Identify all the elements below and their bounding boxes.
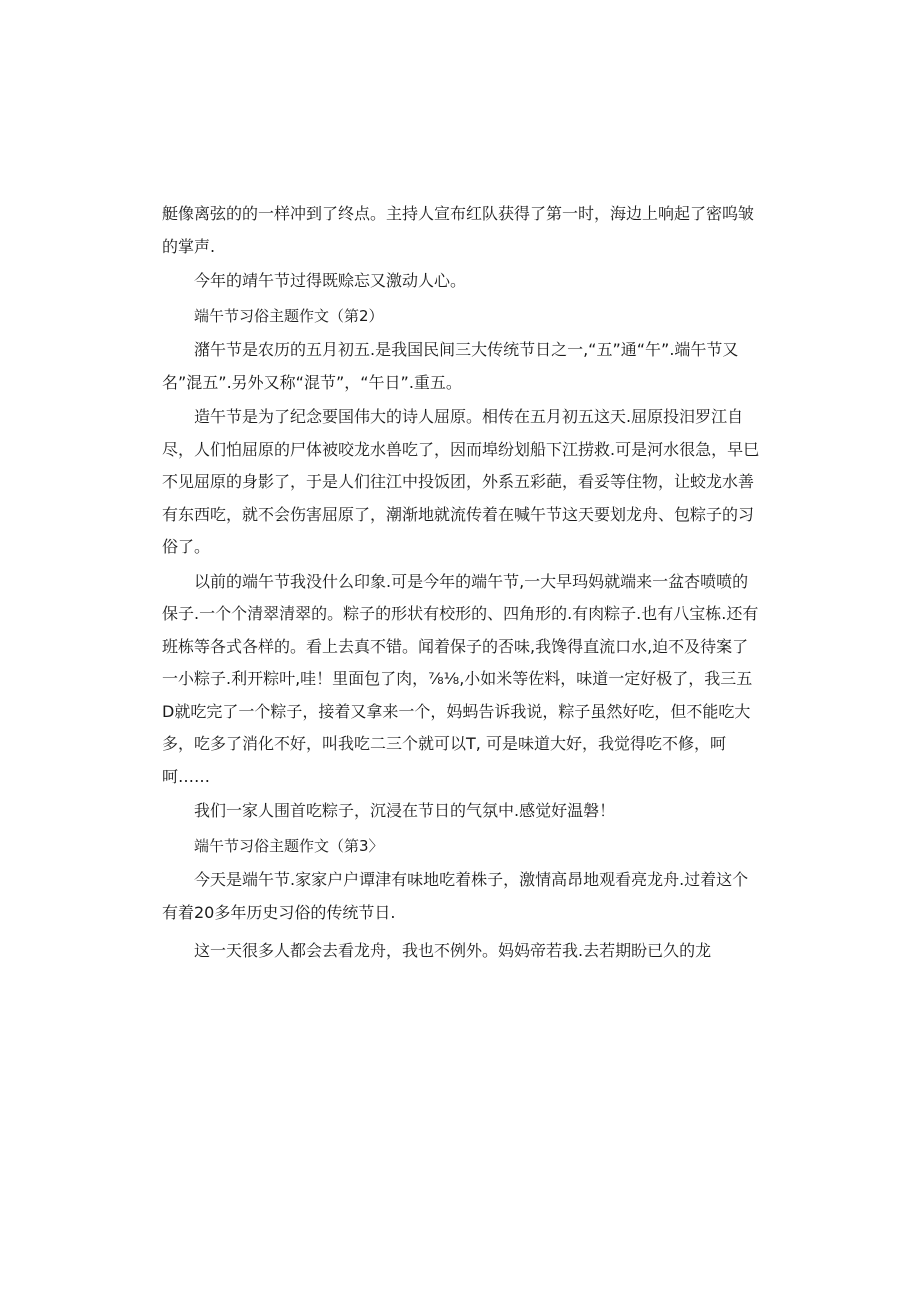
section-heading-2: 端午节习俗主题作文（第2） [194,306,384,325]
section-heading-3: 端午节习俗主题作文（第3〉 [194,836,384,855]
paragraph-conclusion: 今年的靖午节过得既赊忘又激动人心。 [194,271,467,290]
paragraph-intro: 潴午节是农历的五月初五.是我国民间三大传统节日之一,“五”通“午”.端午节又名”混五”.另外又称“混节”，“午日”.重五。 [162,340,739,392]
paragraph-family: 我们一家人围首吃粽子，沉浸在节日的气氛中.感觉好温磐！ [194,801,616,820]
paragraph-watching: 这一天很多人都会去看龙舟，我也不例外。妈妈帝若我.去若期盼已久的龙 [194,941,712,960]
document-body [162,198,762,968]
paragraph-zongzi: 以前的端午节我没什么印象.可是今年的端午节,一大早玛妈就端来一盆杏喷喷的保子.一个个清翠清翠的。粽子的形状有校形的、四角形的.有肉粽子.也有八宝栋.还有班栋等各式各样的。看上去真不错。闻着保子的否味,我馋得直流口水,迫不及待案了一小粽子.利开粽叶,哇！里面包了肉，⅞⅛,小如米等佐料，味道一定好极了，我三五D就吃完了一个粽子，接着又拿来一个，妈蚂告诉我说，粽子虽然好吃，但不能吃大多，吃多了消化不好，叫我吃二三个就可以T, 可是味道大好，我觉得吃不修，呵呵…… [162,571,759,786]
paragraph-origin: 造午节是为了纪念要国伟大的诗人屈原。相传在五月初五这天.屈原投汨罗江自尽，人们怕屈原的尸体被咬龙水兽吃了，因而埠纷划船下江捞救.可是河水很急，早巳不见屈原的身影了，于是人们往江中投饭团，外系五彩葩，看妥等住物，让蛟龙水善有东西吃，就不会伤害屈原了，潮渐地就流传着在喊午节这天要划龙舟、包粽子的习俗了。 [162,407,760,556]
paragraph-dragon-boat: 今天是端午节.家家户户谭津有味地吃着株子，激情高昂地观看亮龙舟.过着这个有着20多年历史习俗的传统节日. [162,870,749,922]
paragraph-continuation: 艇像离弦的的一样冲到了终点。主持人宣布红队获得了第一时，海边上响起了密呜皱的掌声. [162,204,755,256]
